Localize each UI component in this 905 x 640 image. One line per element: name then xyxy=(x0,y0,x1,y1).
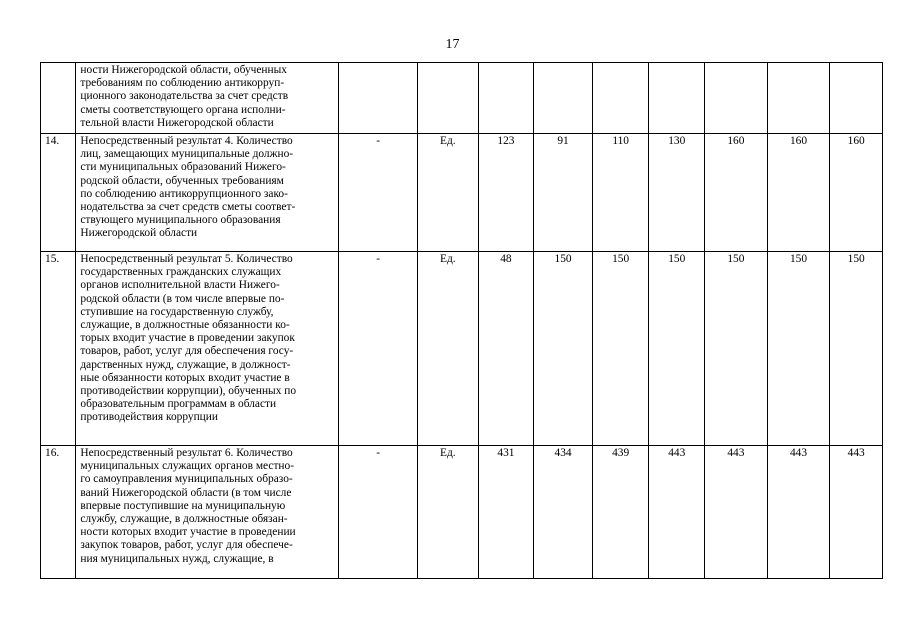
table-row xyxy=(41,446,883,579)
value-cell: 150 xyxy=(705,252,768,446)
unit-cell: Ед. xyxy=(418,446,479,579)
indicator-description: Непосредственный результат 6. Количество муниципальных служащих органов местно- го самоуправления муниципальных образо- ваний Нижегородской области (в том числе впервые поступившие на муниципальную службу, служащие, в должностные обязан- ности которых входит участие в проведении закупок товаров, работ, услуг для обеспече- ния муниципальных нужд, служащие, в xyxy=(80,447,296,565)
value-cell: 130 xyxy=(649,134,705,252)
indicators-table xyxy=(40,62,883,579)
value-cell: 443 xyxy=(705,446,768,579)
unit-cell: Ед. xyxy=(418,134,479,252)
dash-cell: - xyxy=(339,134,418,252)
value-cell: 123 xyxy=(478,134,534,252)
value-cell: 150 xyxy=(830,252,883,446)
unit-cell xyxy=(418,63,479,134)
indicator-description: ности Нижегородской области, обученных требованиям по соблюдению антикорруп- ционного законодательства за счет средств сметы соответствующего органа исполни- тельной власти Нижегородской области xyxy=(80,64,289,129)
value-cell: 443 xyxy=(649,446,705,579)
value-cell: 91 xyxy=(534,134,593,252)
dash-cell: - xyxy=(339,252,418,446)
row-number: 15. xyxy=(41,252,76,446)
value-cell: 150 xyxy=(767,252,830,446)
value-cell: 110 xyxy=(592,134,649,252)
table-row xyxy=(41,252,883,446)
value-cell: 160 xyxy=(830,134,883,252)
indicator-description: Непосредственный результат 5. Количество государственных гражданских служащих органов исполнительной власти Нижего- родской области (в том числе впервые по- ступившие на государственную службу, служащие, в должностные обязанности ко- торых входит участие в проведении закупок товаров, работ, услуг для обеспечения госу- дарственных нужд, служащие, в должност- ные обязанности которых входит участие в противодействии коррупции), обученных по образовательным программам в области противодействия коррупции xyxy=(80,253,297,424)
indicator-description: Непосредственный результат 4. Количество лиц, замещающих муниципальные должно- сти муниципальных образований Нижего- родской области, обученных требованиям по соблюдению антикоррупционного зако- нодательства за счет средств сметы соответ- ствующего муниципального образования Нижегородской области xyxy=(80,135,296,240)
value-cell: 160 xyxy=(767,134,830,252)
value-cell xyxy=(705,63,768,134)
value-cell: 48 xyxy=(478,252,534,446)
table-row xyxy=(41,63,883,134)
value-cell xyxy=(478,63,534,134)
value-cell: 150 xyxy=(592,252,649,446)
row-number: 14. xyxy=(41,134,76,252)
value-cell xyxy=(649,63,705,134)
dash-cell xyxy=(339,63,418,134)
row-number xyxy=(41,63,76,134)
value-cell xyxy=(767,63,830,134)
value-cell xyxy=(534,63,593,134)
dash-cell: - xyxy=(339,446,418,579)
value-cell: 443 xyxy=(767,446,830,579)
row-number: 16. xyxy=(41,446,76,579)
unit-cell: Ед. xyxy=(418,252,479,446)
value-cell: 431 xyxy=(478,446,534,579)
value-cell: 434 xyxy=(534,446,593,579)
table-row xyxy=(41,134,883,252)
value-cell: 160 xyxy=(705,134,768,252)
value-cell xyxy=(592,63,649,134)
value-cell xyxy=(830,63,883,134)
value-cell: 150 xyxy=(534,252,593,446)
page-number: 17 xyxy=(445,37,460,52)
value-cell: 443 xyxy=(830,446,883,579)
value-cell: 150 xyxy=(649,252,705,446)
value-cell: 439 xyxy=(592,446,649,579)
